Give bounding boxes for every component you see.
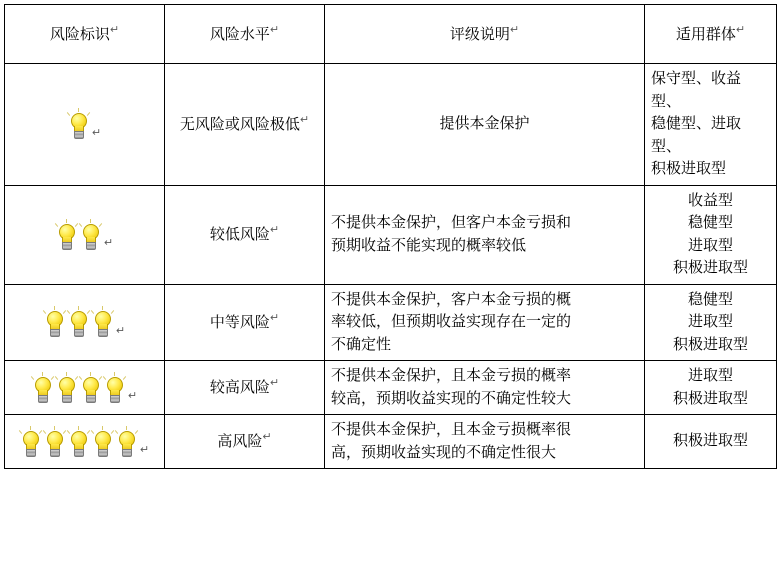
description-line: 不确定性: [331, 335, 392, 353]
description-line: 不提供本金保护，且本金亏损的概率: [331, 367, 572, 384]
document-page: [0, 4, 781, 568]
column-header-text: 风险标识: [49, 25, 110, 43]
target-group-cell: [645, 361, 777, 415]
risk-level-text: 较高风险: [209, 379, 270, 397]
paragraph-mark: ↵: [509, 23, 520, 36]
group-line: 稳健型: [687, 290, 733, 308]
target-group-cell: [645, 415, 777, 469]
column-header-rating-description: [325, 5, 645, 64]
description-line: 预期收益不能实现的概率较低: [331, 236, 527, 254]
risk-level-text: 中等风险: [209, 314, 270, 331]
group-line: 积极进取型: [672, 259, 748, 276]
light-bulb-icon: [80, 375, 102, 405]
risk-identifier-cell: [5, 361, 165, 415]
description-line: 不提供本金保护，且本金亏损概率很: [331, 421, 572, 438]
light-bulb-icon: [56, 222, 78, 252]
light-bulb-icon: [68, 111, 90, 141]
bulb-rating-4: [11, 371, 158, 405]
risk-identifier-cell: [5, 415, 165, 469]
risk-level-cell: [165, 415, 325, 469]
light-bulb-icon: [104, 375, 126, 405]
description-line: 较高，预期收益实现的不确定性较大: [331, 389, 572, 407]
paragraph-mark: ↵: [103, 237, 114, 249]
paragraph-mark: ↵: [109, 23, 120, 36]
column-header-risk-identifier: [5, 5, 165, 64]
risk-level-text: 无风险或风险极低: [179, 116, 300, 133]
group-line: 进取型: [687, 367, 733, 384]
light-bulb-icon: [116, 429, 138, 459]
table-row: [5, 415, 777, 469]
table-body: [5, 64, 777, 469]
bulb-rating-1: [11, 107, 158, 141]
rating-description-cell: [325, 415, 645, 469]
paragraph-mark: ↵: [735, 23, 746, 36]
risk-level-cell: [165, 361, 325, 415]
risk-level-text: 高风险: [217, 433, 263, 451]
description-line: 率较低，但预期收益实现存在一定的: [331, 313, 572, 330]
paragraph-mark: ↵: [269, 23, 280, 36]
paragraph-mark: ↵: [262, 431, 272, 444]
column-header-text: 风险水平: [209, 25, 270, 43]
group-line: 收益型: [687, 191, 733, 209]
paragraph-mark: ↵: [269, 377, 280, 390]
paragraph-mark: ↵: [269, 312, 280, 324]
bulb-rating-5: [11, 425, 158, 459]
table-row: [5, 284, 777, 361]
light-bulb-icon: [68, 309, 90, 339]
group-line: 稳健型、进取型、: [651, 115, 742, 155]
risk-identifier-cell: [5, 185, 165, 284]
column-header-target-group: [645, 5, 777, 64]
light-bulb-icon: [20, 429, 42, 459]
group-line: 积极进取型: [672, 335, 748, 353]
light-bulb-icon: [92, 309, 114, 339]
group-line: 积极进取型: [672, 389, 748, 407]
group-line: 进取型: [687, 313, 733, 330]
paragraph-mark: ↵: [269, 224, 280, 237]
table-row: [5, 64, 777, 186]
risk-level-cell: [165, 64, 325, 186]
light-bulb-icon: [32, 375, 54, 405]
light-bulb-icon: [56, 375, 78, 405]
rating-description-cell: [325, 64, 645, 186]
target-group-cell: [645, 64, 777, 186]
risk-identifier-cell: [5, 64, 165, 186]
description-line: 不提供本金保护，但客户本金亏损和: [331, 214, 572, 231]
risk-level-cell: [165, 185, 325, 284]
column-header-risk-level: [165, 5, 325, 64]
group-line: 稳健型: [687, 214, 733, 231]
column-header-text: 适用群体: [675, 25, 736, 43]
column-header-text: 评级说明: [449, 25, 510, 43]
light-bulb-icon: [68, 429, 90, 459]
group-line: 积极进取型: [651, 160, 727, 177]
bulb-rating-2: [11, 218, 158, 252]
rating-description-cell: [325, 185, 645, 284]
paragraph-mark: ↵: [139, 444, 150, 456]
light-bulb-icon: [44, 429, 66, 459]
group-line: 积极进取型: [672, 432, 748, 450]
rating-description-cell: [325, 284, 645, 361]
target-group-cell: [645, 185, 777, 284]
bulb-rating-3: [11, 305, 158, 339]
paragraph-mark: ↵: [127, 390, 138, 402]
paragraph-mark: ↵: [91, 126, 102, 139]
group-line: 保守型、收益型、: [651, 70, 742, 110]
risk-identifier-cell: [5, 284, 165, 361]
risk-level-text: 较低风险: [209, 226, 270, 244]
light-bulb-icon: [92, 429, 114, 459]
paragraph-mark: ↵: [115, 324, 126, 337]
group-line: 进取型: [687, 236, 733, 254]
target-group-cell: [645, 284, 777, 361]
table-row: [5, 361, 777, 415]
rating-description-cell: [325, 361, 645, 415]
description-line: 提供本金保护: [439, 115, 530, 132]
light-bulb-icon: [44, 309, 66, 339]
paragraph-mark: ↵: [299, 114, 310, 126]
table-header: [5, 5, 777, 64]
table-header-row: [5, 5, 777, 64]
risk-rating-table: [4, 4, 777, 469]
light-bulb-icon: [80, 222, 102, 252]
table-row: [5, 185, 777, 284]
risk-level-cell: [165, 284, 325, 361]
description-line: 高，预期收益实现的不确定性很大: [331, 443, 557, 461]
description-line: 不提供本金保护，客户本金亏损的概: [331, 290, 572, 308]
